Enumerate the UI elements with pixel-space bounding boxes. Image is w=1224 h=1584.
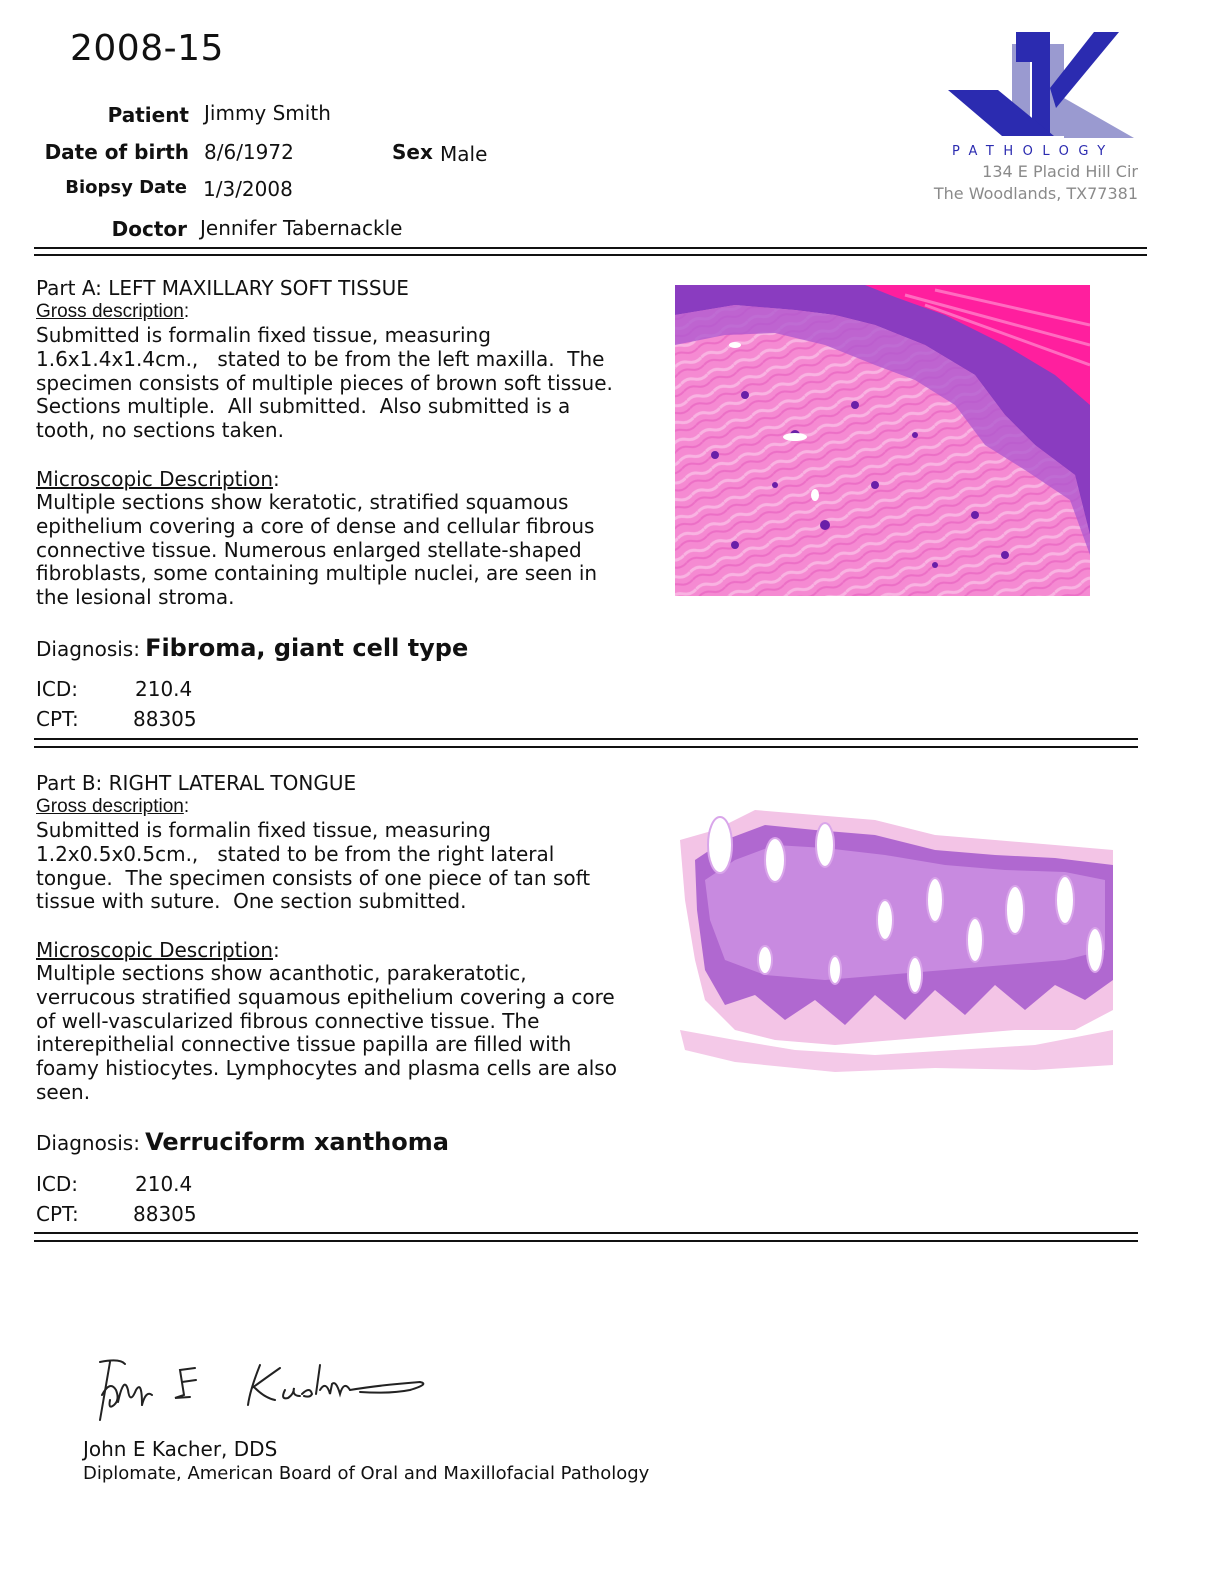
lab-address-line2: The Woodlands, TX77381 <box>933 184 1138 203</box>
logo-mark <box>948 32 1134 138</box>
text-line: Submitted is formalin fixed tissue, measuring <box>36 323 491 347</box>
icd-code: 210.4 <box>135 677 193 701</box>
micrograph-part-a <box>675 285 1090 596</box>
part-b-gross-heading: Gross description: <box>36 796 190 817</box>
part-a-micro-text <box>36 491 636 610</box>
cpt-label: CPT: <box>36 707 79 731</box>
logo-wordmark: PATHOLOGY <box>952 144 1115 159</box>
pathology-logo <box>944 28 1140 160</box>
handwritten-signature <box>80 1350 440 1430</box>
signer-title: Diplomate, American Board of Oral and Maxillofacial Pathology <box>83 1463 650 1484</box>
patient-name: Jimmy Smith <box>204 101 331 125</box>
part-b-diagnosis <box>36 1128 449 1156</box>
micro-label: Microscopic Description <box>36 938 273 962</box>
text-line: epithelium covering a core of dense and cellular fibrous <box>36 513 595 538</box>
text-line: tooth, no sections taken. <box>36 418 284 443</box>
lab-address-line1: 134 E Placid Hill Cir <box>982 162 1138 181</box>
text-line: fibroblasts, some containing multiple nuclei, are seen in <box>36 561 598 586</box>
icd-code: 210.4 <box>135 1172 193 1196</box>
text-line: Submitted is formalin fixed tissue, measuring <box>36 818 491 842</box>
divider <box>34 746 1138 748</box>
divider <box>34 254 1147 256</box>
text-line: seen. <box>36 1079 91 1104</box>
part-a-gross-text <box>36 324 636 443</box>
text-line: tongue. The specimen consists of one piece of tan soft <box>36 865 591 890</box>
part-b-title: Part B: RIGHT LATERAL TONGUE <box>36 771 357 795</box>
gross-label: Gross description <box>36 301 184 322</box>
part-a-diagnosis <box>36 634 468 662</box>
text-line: Multiple sections show acanthotic, parakeratotic, <box>36 961 527 985</box>
icd-label: ICD: <box>36 677 79 701</box>
text-line: connective tissue. Numerous enlarged stellate-shaped <box>36 537 582 562</box>
sex-value: Male <box>440 142 488 166</box>
part-a-title: Part A: LEFT MAXILLARY SOFT TISSUE <box>36 276 409 300</box>
doctor-name: Jennifer Tabernackle <box>200 216 403 240</box>
micro-label: Microscopic Description <box>36 467 273 491</box>
diagnosis-value: Fibroma, giant cell type <box>145 634 469 662</box>
biopsy-date-value: 1/3/2008 <box>203 177 293 201</box>
diagnosis-label: Diagnosis: <box>36 637 140 661</box>
sex-label: Sex <box>392 140 433 164</box>
cpt-code: 88305 <box>133 1202 197 1226</box>
text-line: interepithelial connective tissue papilla are filled with <box>36 1032 572 1057</box>
part-a-micro-heading: Microscopic Description: <box>36 467 280 491</box>
divider <box>34 247 1147 249</box>
biopsy-date-label: Biopsy Date <box>65 177 187 198</box>
text-line: tissue with suture. One section submitted. <box>36 889 467 914</box>
text-line: specimen consists of multiple pieces of brown soft tissue. <box>36 370 613 395</box>
dob-label: Date of birth <box>44 140 189 164</box>
micrograph-part-b <box>675 800 1113 1090</box>
patient-label: Patient <box>107 103 189 127</box>
text-line: of well-vascularized fibrous connective tissue. The <box>36 1008 540 1033</box>
dob-value: 8/6/1972 <box>204 140 294 164</box>
text-line: 1.2x0.5x0.5cm., stated to be from the right lateral <box>36 841 555 866</box>
divider <box>34 1240 1138 1242</box>
diagnosis-label: Diagnosis: <box>36 1131 140 1155</box>
gross-label: Gross description <box>36 796 184 817</box>
signer-name: John E Kacher, DDS <box>83 1437 278 1461</box>
part-b-micro-text <box>36 962 646 1105</box>
text-line: Sections multiple. All submitted. Also submitted is a <box>36 394 571 419</box>
icd-label: ICD: <box>36 1172 79 1196</box>
doctor-label: Doctor <box>111 217 187 241</box>
diagnosis-value: Verruciform xanthoma <box>145 1128 449 1156</box>
part-b-micro-heading: Microscopic Description: <box>36 938 280 962</box>
cpt-code: 88305 <box>133 707 197 731</box>
report-number: 2008-15 <box>70 28 224 69</box>
divider <box>34 738 1138 740</box>
part-a-gross-heading: Gross description: <box>36 301 190 322</box>
text-line: 1.6x1.4x1.4cm., stated to be from the left maxilla. The <box>36 346 605 371</box>
cpt-label: CPT: <box>36 1202 79 1226</box>
text-line: the lesional stroma. <box>36 585 235 610</box>
divider <box>34 1232 1138 1234</box>
text-line: Multiple sections show keratotic, stratified squamous <box>36 490 569 514</box>
text-line: verrucous stratified squamous epithelium covering a core <box>36 984 615 1009</box>
text-line: foamy histiocytes. Lymphocytes and plasma cells are also <box>36 1056 617 1081</box>
part-b-gross-text <box>36 819 636 914</box>
